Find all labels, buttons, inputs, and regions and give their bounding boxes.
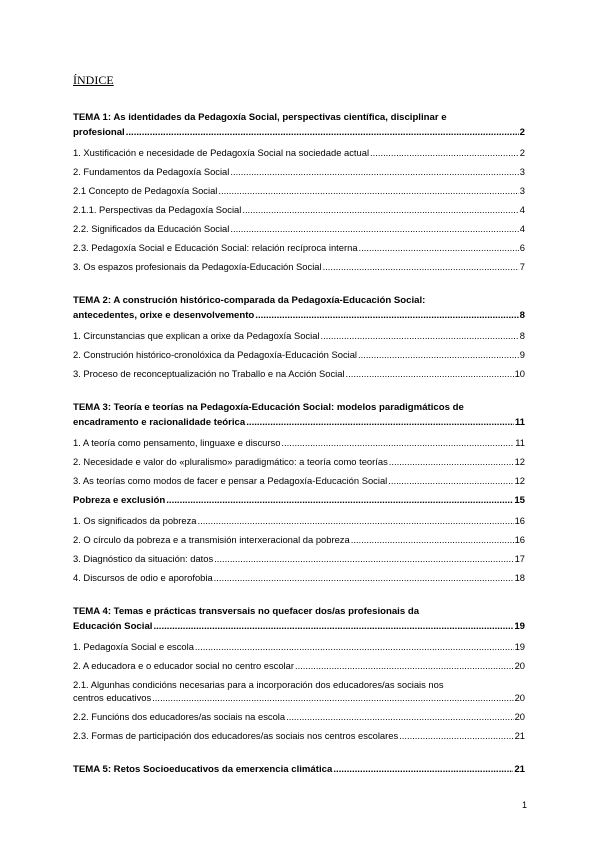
dot-leader xyxy=(126,125,519,140)
dot-leader xyxy=(242,203,518,216)
toc-entry-text: 2. Construción histórico-cronolóxica da Pedagoxía-Educación Social xyxy=(73,349,358,360)
toc-entry-text: 2. Fundamentos da Pedagoxía Social xyxy=(73,166,230,177)
dot-leader xyxy=(321,329,519,342)
toc-entry-text: 1. A teoría como pensamento, linguaxe e discurso xyxy=(73,437,281,448)
toc-entry[interactable] xyxy=(73,455,525,468)
dot-leader xyxy=(218,184,518,197)
toc-entry-text: 2. Necesidade e valor do «pluralismo» paradigmático: a teoría como teorías xyxy=(73,456,388,467)
toc-entry-page: 11 xyxy=(515,437,525,448)
toc-entry-page: 19 xyxy=(514,621,525,632)
toc-entry[interactable] xyxy=(73,165,525,178)
toc-entry-text: 2. A educadora e o educador social no centro escolar xyxy=(73,660,294,671)
toc-entry-text: 1. Os significados da pobreza xyxy=(73,515,197,526)
dot-leader xyxy=(246,415,514,430)
toc-entry[interactable] xyxy=(73,184,525,197)
toc-entry-page: 8 xyxy=(519,310,525,321)
dot-leader xyxy=(370,146,519,159)
toc-entry-page: 4 xyxy=(519,204,525,215)
toc-entry[interactable] xyxy=(73,367,525,380)
toc-entry-text: 2.1. Algunhas condicións necesarias para a incorporación dos educadores/as sociais nos xyxy=(73,679,444,690)
toc-entry-page: 4 xyxy=(519,223,525,234)
toc-entry[interactable] xyxy=(73,474,525,487)
toc-entry-page: 8 xyxy=(519,330,525,341)
table-of-contents xyxy=(73,110,525,783)
toc-entry-page: 15 xyxy=(514,495,525,506)
toc-entry-page: 7 xyxy=(519,261,525,272)
dot-leader xyxy=(389,455,514,468)
dot-leader xyxy=(295,659,514,672)
toc-entry-text: 2.2. Funcións dos educadores/as sociais na escola xyxy=(73,711,286,722)
toc-entry-text: Pobreza e exclusión xyxy=(73,495,166,506)
page-number: 1 xyxy=(521,800,527,810)
toc-entry-text: 2.3. Pedagoxía Social e Educación Social: relación recíproca interna xyxy=(73,242,358,253)
toc-entry[interactable] xyxy=(73,729,525,742)
dot-leader xyxy=(166,493,513,508)
toc-entry-text: TEMA 5: Retos Socioeducativos da emerxencia climática xyxy=(73,764,333,775)
toc-entry[interactable] xyxy=(73,514,525,527)
toc-entry-page: 11 xyxy=(514,417,525,428)
dot-leader xyxy=(198,514,514,527)
dot-leader xyxy=(323,260,519,273)
toc-entry[interactable] xyxy=(73,222,525,235)
toc-entry-text: centros educativos xyxy=(73,692,152,703)
dot-leader xyxy=(230,165,518,178)
dot-leader xyxy=(358,348,519,361)
dot-leader xyxy=(214,552,513,565)
toc-entry-page: 6 xyxy=(519,242,525,253)
toc-entry-text: 2.1 Concepto de Pedagoxía Social xyxy=(73,185,218,196)
toc-entry[interactable] xyxy=(73,493,525,508)
page-title: ÍNDICE xyxy=(73,73,114,87)
dot-leader xyxy=(388,474,513,487)
dot-leader xyxy=(351,533,514,546)
toc-entry-text: profesional xyxy=(73,127,125,138)
toc-entry-text: 3. Proceso de reconceptualización no Traballo e na Acción Social xyxy=(73,368,345,379)
toc-entry[interactable] xyxy=(73,400,525,430)
dot-leader xyxy=(359,241,519,254)
toc-entry[interactable] xyxy=(73,571,525,584)
toc-entry-page: 21 xyxy=(514,764,525,775)
toc-entry-page: 20 xyxy=(514,660,525,671)
toc-entry-page: 16 xyxy=(514,515,525,526)
toc-entry[interactable] xyxy=(73,710,525,723)
toc-entry-page: 2 xyxy=(519,127,525,138)
toc-entry-text: encadramento e racionalidade teórica xyxy=(73,417,246,428)
toc-entry-page: 3 xyxy=(519,166,525,177)
dot-leader xyxy=(195,640,514,653)
toc-entry[interactable] xyxy=(73,659,525,672)
toc-entry-page: 18 xyxy=(514,572,525,583)
toc-entry-text: 2. O círculo da pobreza e a transmisión interxeracional da pobreza xyxy=(73,534,350,545)
toc-entry-text: 1. Xustificación e necesidade de Pedagoxía Social na sociedade actual xyxy=(73,147,370,158)
toc-entry[interactable] xyxy=(73,762,525,777)
toc-entry-page: 20 xyxy=(514,692,525,703)
toc-entry-text: antecedentes, orixe e desenvolvemento xyxy=(73,310,255,321)
toc-entry-page: 10 xyxy=(514,368,525,379)
dot-leader xyxy=(255,308,518,323)
toc-entry-text: 3. Diagnóstico da situación: datos xyxy=(73,553,214,564)
toc-entry[interactable] xyxy=(73,203,525,216)
toc-entry-page: 21 xyxy=(514,730,525,741)
dot-leader xyxy=(153,619,513,634)
toc-entry-page: 12 xyxy=(514,475,525,486)
toc-entry-page: 12 xyxy=(514,456,525,467)
toc-entry-text: 2.2. Significados da Educación Social xyxy=(73,223,230,234)
toc-entry-page: 17 xyxy=(514,553,525,564)
toc-entry-text: 4. Discursos de odio e aporofobia xyxy=(73,572,213,583)
toc-entry-text: Educación Social xyxy=(73,621,153,632)
dot-leader xyxy=(286,710,513,723)
toc-entry[interactable] xyxy=(73,241,525,254)
dot-leader xyxy=(333,762,513,777)
dot-leader xyxy=(152,691,513,704)
toc-entry[interactable] xyxy=(73,329,525,342)
toc-entry[interactable] xyxy=(73,110,525,140)
dot-leader xyxy=(230,222,518,235)
toc-entry-text: TEMA 3: Teoría e teorías na Pedagoxía-Educación Social: modelos paradigmáticos de xyxy=(73,402,464,413)
toc-entry-text: 3. Os espazos profesionais da Pedagoxía-Educación Social xyxy=(73,261,322,272)
toc-entry-text: 2.1.1. Perspectivas da Pedagoxía Social xyxy=(73,204,242,215)
dot-leader xyxy=(346,367,514,380)
dot-leader xyxy=(281,436,514,449)
toc-entry-page: 16 xyxy=(514,534,525,545)
toc-entry[interactable] xyxy=(73,348,525,361)
toc-entry-page: 9 xyxy=(519,349,525,360)
toc-entry-text: TEMA 1: As identidades da Pedagoxía Social, perspectivas científica, disciplinar e xyxy=(73,112,447,123)
toc-entry[interactable] xyxy=(73,552,525,565)
toc-entry-page: 20 xyxy=(514,711,525,722)
toc-entry[interactable] xyxy=(73,678,525,704)
toc-entry-text: 1. Pedagoxía Social e escola xyxy=(73,641,194,652)
dot-leader xyxy=(214,571,514,584)
dot-leader xyxy=(399,729,513,742)
toc-entry[interactable] xyxy=(73,146,525,159)
toc-entry[interactable] xyxy=(73,604,525,634)
toc-entry[interactable] xyxy=(73,533,525,546)
toc-entry-page: 3 xyxy=(519,185,525,196)
toc-entry-text: TEMA 4: Temas e prácticas transversais no quefacer dos/as profesionais da xyxy=(73,606,420,617)
toc-entry[interactable] xyxy=(73,293,525,323)
toc-entry-text: 3. As teorías como modos de facer e pensar a Pedagoxía-Educación Social xyxy=(73,475,388,486)
toc-entry[interactable] xyxy=(73,260,525,273)
toc-entry-page: 19 xyxy=(514,641,525,652)
toc-entry-text: 1. Circunstancias que explican a orixe da Pedagoxía Social xyxy=(73,330,320,341)
toc-entry-text: 2.3. Formas de participación dos educadores/as sociais nos centros escolares xyxy=(73,730,399,741)
toc-entry[interactable] xyxy=(73,436,525,449)
toc-entry[interactable] xyxy=(73,640,525,653)
toc-entry-page: 2 xyxy=(519,147,525,158)
toc-entry-text: TEMA 2: A construción histórico-comparada da Pedagoxía-Educación Social: xyxy=(73,295,426,306)
